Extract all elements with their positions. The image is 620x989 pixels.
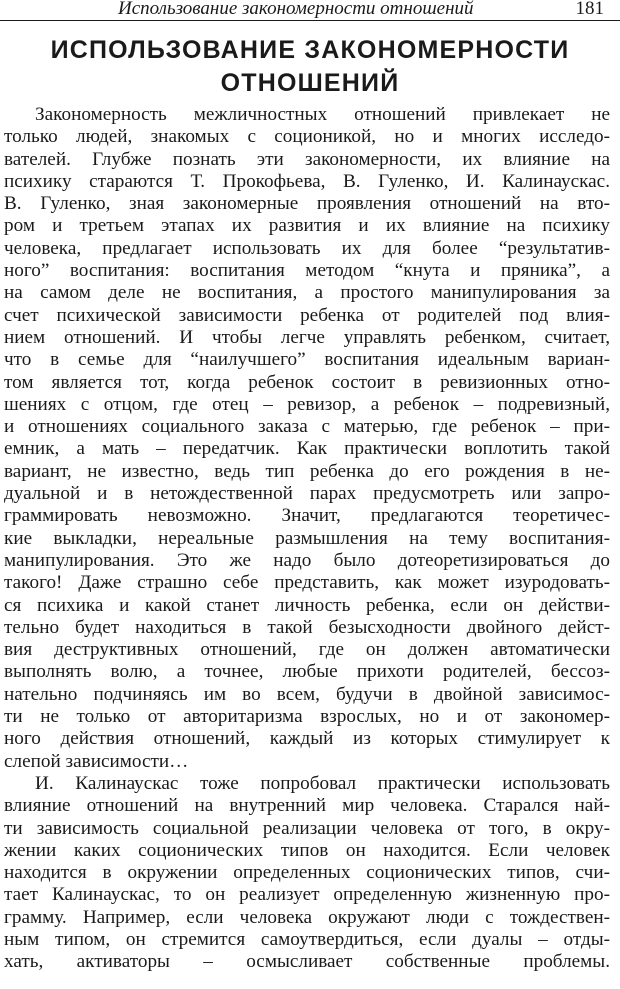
- text-line: психику стараются Т. Прокофьева, В. Гуленко, И. Калинаускас.: [4, 170, 610, 192]
- running-header: [0, 0, 620, 26]
- text-line: кие выкладки, нереальные размышления на тему воспитания-: [4, 527, 610, 549]
- text-line: жении каких соционических типов он находится. Если человек: [4, 839, 610, 861]
- text-line: счет психической зависимости ребенка от родителей под влия-: [4, 304, 610, 326]
- text-line: что в семье для “наилучшего” воспитания идеальным вариан-: [4, 349, 610, 371]
- text-line: граммировать невозможно. Значит, предлагаются теоретичес-: [4, 505, 610, 527]
- text-line: тельно будет находиться в такой безысходности двойного дейст-: [4, 616, 610, 638]
- text-line: том является тот, когда ребенок состоит в ревизионных отно-: [4, 371, 610, 393]
- text-line: выполнять волю, а точнее, любые прихоти родителей, бессоз-: [4, 661, 610, 683]
- text-line: хать, активаторы – осмысливает собственные проблемы.: [4, 951, 610, 973]
- page-number: 181: [575, 0, 604, 19]
- text-line: вариант, не известно, ведь тип ребенка до его рождения в не-: [4, 460, 610, 482]
- text-line: Закономерность межличностных отношений привлекает не: [35, 104, 610, 125]
- header-rule: [0, 20, 620, 21]
- chapter-title: [0, 34, 620, 100]
- text-line: емник, а мать – передатчик. Как практически воплотить такой: [4, 438, 610, 460]
- text-line: нием отношений. И чтобы легче управлять ребенком, считает,: [4, 326, 610, 348]
- text-line: человека, предлагает использовать их для более “результатив-: [4, 237, 610, 259]
- text-line: ного” воспитания: воспитания методом “кнута и пряника”, а: [4, 260, 610, 282]
- chapter-title-line: ОТНОШЕНИЙ: [220, 69, 400, 97]
- text-line: ти не только от авторитаризма взрослых, но и от закономер-: [4, 706, 610, 728]
- text-line: на самом деле не воспитания, а простого манипулирования за: [4, 282, 610, 304]
- text-line: ного действия отношений, каждый из которых стимулирует к: [4, 728, 610, 750]
- text-line: слепой зависимости…: [4, 750, 189, 772]
- body-text: [4, 104, 610, 974]
- chapter-title-line: ИСПОЛЬЗОВАНИЕ ЗАКОНОМЕРНОСТИ: [50, 36, 570, 64]
- text-line: и отношениях социального заказа с матерью, где ребенок – при-: [4, 416, 610, 438]
- text-line: вия деструктивных отношений, где он должен автоматически: [4, 639, 610, 661]
- text-line: ся психика и какой станет личность ребенка, если он действи-: [4, 594, 610, 616]
- paragraph-1: [4, 104, 610, 773]
- text-line: нательно подчиняясь им во всем, будучи в двойной зависимос-: [4, 683, 610, 705]
- text-line: вателей. Глубже познать эти закономерности, их влияние на: [4, 148, 610, 170]
- text-line: манипулирования. Это же надо было дотеоретизироваться до: [4, 549, 610, 571]
- text-line: В. Гуленко, зная закономерные проявления отношений на вто-: [4, 193, 610, 215]
- running-title: Использование закономерности отношений: [118, 0, 474, 19]
- text-line: шениях с отцом, где отец – ревизор, а ребенок – подревизный,: [4, 393, 610, 415]
- text-line: такого! Даже страшно себе представить, как может изуродовать-: [4, 572, 610, 594]
- text-line: влияние отношений на внутренний мир человека. Старался най-: [4, 795, 610, 817]
- text-line: ром и третьем этапах их развития и их влияние на психику: [4, 215, 610, 237]
- text-line: только людей, знакомых с соционикой, но и многих исследо-: [4, 126, 610, 148]
- text-line: находится в окружении определенных соционических типов, счи-: [4, 862, 610, 884]
- text-line: дуальной и в нетождественной парах предусмотреть или запро-: [4, 483, 610, 505]
- text-line: тает Калинаускас, то он реализует определенную жизненную про-: [4, 884, 610, 906]
- text-line: ти зависимость социальной реализации человека от того, в окру-: [4, 817, 610, 839]
- text-line: ным типом, он стремится самоутвердиться, если дуалы – отды-: [4, 928, 610, 950]
- text-line: И. Калинаускас тоже попробовал практически использовать: [35, 772, 610, 794]
- text-line: грамму. Например, если человека окружают люди с тождествен-: [4, 906, 610, 928]
- paragraph-2: [4, 773, 610, 974]
